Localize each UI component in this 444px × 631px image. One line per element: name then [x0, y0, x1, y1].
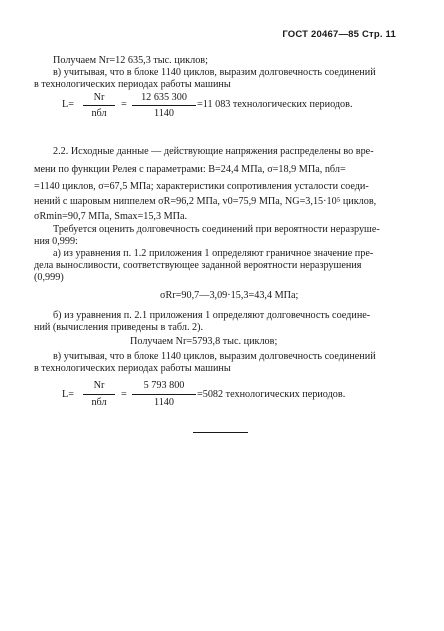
- text-line: в) учитывая, что в блоке 1140 циклов, выразим долговечность соединений: [53, 351, 376, 362]
- text-line: нений с шаровым ниппелем σR=96,2 МПа, v0=75,9 МПа, NG=3,15·10⁵ циклов,: [34, 196, 377, 207]
- text-line: ния 0,999:: [34, 236, 78, 247]
- text-line: (0,999): [34, 272, 64, 283]
- equation-sigma: σRr=90,7—3,09·15,3=43,4 МПа;: [160, 290, 299, 301]
- text-line: 2.2. Исходные данные — действующие напряжения распределены во вре-: [53, 146, 374, 157]
- text-line: ний (вычисления приведены в табл. 2).: [34, 322, 204, 333]
- text-line: в технологических периодах работы машины: [34, 363, 231, 374]
- text-line: Получаем Nr=12 635,3 тыс. циклов;: [53, 55, 208, 66]
- text-line: Требуется оценить долговечность соединений при вероятности неразруше-: [53, 224, 380, 235]
- text-line: мени по функции Релея с параметрами: B=24,4 МПа, σ=18,9 МПа, nбл=: [34, 164, 346, 175]
- text-line: а) из уравнения п. 1.2 приложения 1 определяют граничное значение пре-: [53, 248, 374, 259]
- separator-line: [193, 432, 248, 433]
- page-header: ГОСТ 20467—85 Стр. 11: [282, 29, 396, 40]
- text-line: дела выносливости, соответствующее заданной вероятности неразрушения: [34, 260, 362, 271]
- text-line: б) из уравнения п. 2.1 приложения 1 определяют долговечность соедине-: [53, 310, 371, 321]
- text-line: в технологических периодах работы машины: [34, 79, 231, 90]
- text-line: =1140 циклов, σ=67,5 МПа; характеристики сопротивления усталости соеди-: [34, 181, 369, 192]
- text-line: Получаем Nr=5793,8 тыс. циклов;: [130, 336, 278, 347]
- text-line: в) учитывая, что в блоке 1140 циклов, выразим долговечность соединений: [53, 67, 376, 78]
- text-line: σRmin=90,7 МПа, Smax=15,3 МПа.: [34, 211, 188, 222]
